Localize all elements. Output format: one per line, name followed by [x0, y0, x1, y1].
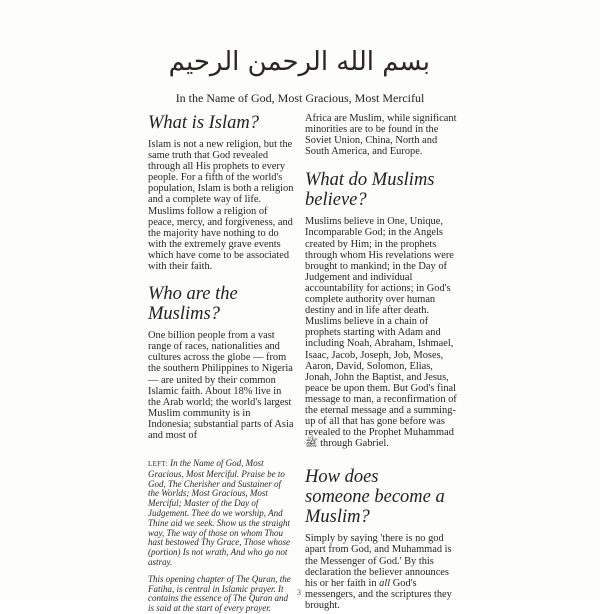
caption-fatiha-note: This opening chapter of The Quran, the Fatiha, is central in Islamic prayer. It contains the essence of The Quran and is said at the start of every prayer. [148, 573, 291, 614]
paragraph-become-muslim [305, 533, 457, 611]
text-part: God's messengers, and the scriptures they brought. [305, 577, 452, 611]
caption-text: In the Name of God, Most Gracious, Most Merciful. Praise be to God, The Cherisher and Sustainer of the Worlds; Most Gracious, Most Merciful; Master of the Day of Judgement. Thee do we worship, And Thine aid we seek. Show us the straight way, The way of those on whom Thou hast bestowed Thy Grace, Those whose (portion) Is not wrath, And who go not astray. [148, 458, 290, 568]
page-subtitle: In the Name of God, Most Gracious, Most Merciful [175, 91, 425, 105]
heading-who-are-muslims: Who are the Muslims? [148, 284, 238, 325]
heading-what-do-muslims-believe: What do Muslims believe? [305, 170, 435, 211]
caption-fatiha-translation [148, 459, 294, 568]
paragraph-what-is-islam: Islam is not a new religion, but the same truth that God revealed through all His prophets to every people. For a fifth of the world's population, Islam is both a religion and a complete way of life. Muslims follow a religion of peace, mercy, and forgiveness, and the majority have nothing to do with the extremely grave events which have come to be associated with their faith. [148, 139, 294, 273]
paragraph-beliefs: Muslims believe in One, Unique, Incomparable God; in the Angels created by Him; in the prophets through whom His revelations were brought to mankind; in the Day of Judgement and individual accountability for actions; in God's complete authority over human destiny and in life after death. Muslims believe in a chain of prophets starting with Adam and including Noah, Abraham, Ishmael, Isaac, Jacob, Joseph, Job, Moses, Aaron, David, Solomon, Elias, Jonah, John the Baptist, and Jesus, peace be upon them. But God's final message to man, a reconfirmation of the eternal message and a summing-up of all that has gone before was revealed to the Prophet Muhammad ﷺ through Gabriel. [305, 216, 457, 450]
right-column [305, 113, 457, 611]
paragraph-who-are-muslims: One billion people from a vast range of races, nationalities and cultures across the globe — from the southern Philippines to Nigeria — are united by their common Islamic faith. About 18% live in the Arab world; the world's largest Muslim community is in Indonesia; substantial parts of Asia and most of [148, 330, 294, 441]
bismillah-calligraphy: بسم الله الرحمن الرحيم [168, 47, 430, 77]
emphasis-all: all [379, 577, 391, 589]
paragraph-continuation: Africa are Muslim, while significant minorities are to be found in the Soviet Union, China, North and South America, and Europe. [305, 113, 457, 158]
heading-become-muslim: How does someone become a Muslim? [305, 467, 445, 528]
caption-lead: LEFT: [148, 460, 168, 469]
page-number: 3 [297, 588, 301, 597]
text-part: Simply by saying 'there is no god apart from God, and Muhammad is the Messenger of God.' By this declaration the believer announces his or her faith in [305, 533, 452, 589]
left-column [148, 113, 294, 614]
heading-what-is-islam: What is Islam? [148, 113, 259, 133]
